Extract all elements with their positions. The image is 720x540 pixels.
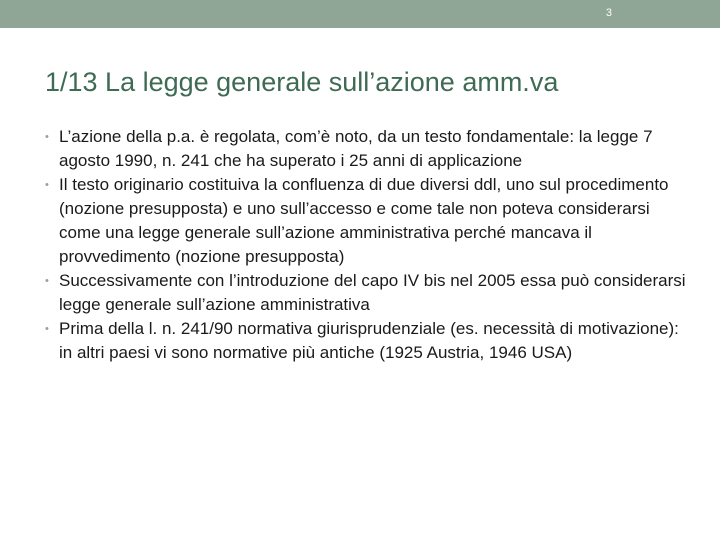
bullet-text: L’azione della p.a. è regolata, com’è noto, da un testo fondamentale: la legge 7 agosto 1990, n. 241 che ha superato i 25 anni di applicazione (59, 127, 653, 170)
bullet-marker-icon: • (45, 275, 49, 287)
bullet-item (45, 125, 695, 173)
bullet-item (45, 269, 695, 317)
bullet-item (45, 173, 695, 269)
bullet-text: Il testo originario costituiva la confluenza di due diversi ddl, uno sul procedimento (nozione presupposta) e uno sull’accesso e come tale non poteva considerarsi come una legge generale sull’azione amministrativa perché mancava il provvedimento (nozione presupposta) (59, 175, 669, 266)
bullet-marker-icon: • (45, 179, 49, 191)
bullet-marker-icon: • (45, 131, 49, 143)
bullet-item (45, 317, 695, 365)
bullet-marker-icon: • (45, 323, 49, 335)
top-bar (0, 0, 720, 28)
slide-number: 3 (605, 7, 612, 19)
bullet-text: Prima della l. n. 241/90 normativa giurisprudenziale (es. necessità di motivazione): in altri paesi vi sono normative più antiche (1925 Austria, 1946 USA) (59, 319, 679, 362)
slide-title: 1/13 La legge generale sull’azione amm.va (45, 67, 559, 97)
bullet-list (45, 125, 695, 365)
bullet-text: Successivamente con l’introduzione del capo IV bis nel 2005 essa può considerarsi legge generale sull’azione amministrativa (59, 271, 686, 314)
